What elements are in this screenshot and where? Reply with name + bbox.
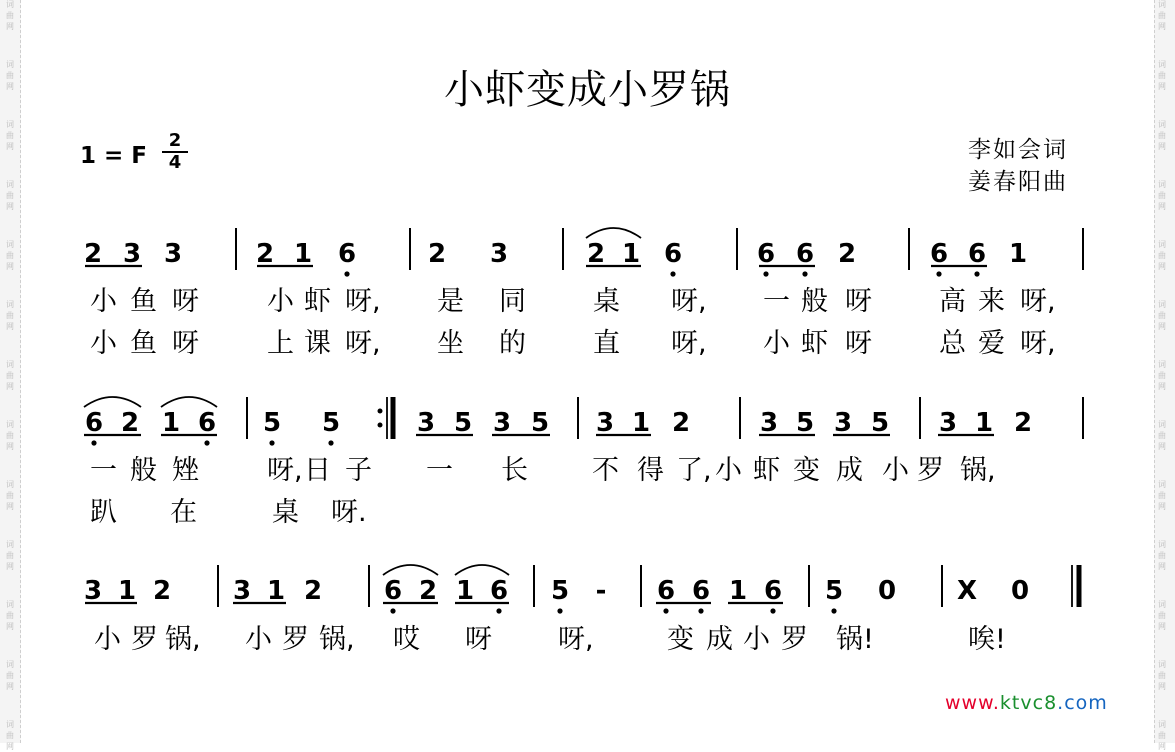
margin-watermark-glyph: 词 <box>6 660 14 669</box>
note: 5 <box>321 408 341 438</box>
lyric-syllable: 变 <box>667 624 694 655</box>
lyric-syllable: 唉! <box>968 624 1006 655</box>
measure <box>760 408 889 438</box>
note: 1 <box>1008 239 1028 269</box>
slur <box>161 397 217 407</box>
note: 6 <box>691 576 711 606</box>
note: 2 <box>1013 408 1033 438</box>
lyric-syllable: 桌 <box>272 497 299 528</box>
lyric-syllable: 趴 <box>90 497 117 528</box>
margin-watermark-glyph: 网 <box>6 82 14 91</box>
lyric-syllable: 呀. <box>331 497 367 528</box>
note: 1 <box>161 408 181 438</box>
website-name: ktvc8 <box>999 692 1058 714</box>
lyric-syllable: 了, <box>676 455 712 486</box>
measure <box>657 576 782 606</box>
margin-watermark-glyph: 网 <box>6 502 14 511</box>
margin-watermark-glyph: 网 <box>1158 622 1166 631</box>
note: 6 <box>84 408 104 438</box>
note: 5 <box>550 576 570 606</box>
margin-watermark-glyph: 网 <box>6 442 14 451</box>
note: 3 <box>83 576 103 606</box>
note: 2 <box>152 576 172 606</box>
lyric-syllable: 鱼 <box>130 286 157 317</box>
margin-watermark-glyph: 网 <box>1158 322 1166 331</box>
lyric-syllable: 一 <box>90 455 117 486</box>
margin-watermark-glyph: 曲 <box>6 431 14 440</box>
lyric-syllable: 锅, <box>960 455 996 486</box>
margin-watermark-glyph: 词 <box>1158 60 1166 69</box>
lyric-syllable: 呀, <box>671 328 707 359</box>
margin-watermark-glyph: 曲 <box>1158 191 1166 200</box>
margin-watermark-glyph: 词 <box>6 600 14 609</box>
margin-watermark-glyph: 词 <box>6 420 14 429</box>
key-signature: 1 = F <box>80 143 148 169</box>
lyric-syllable: 呀, <box>345 328 381 359</box>
lyric-syllable: 矬 <box>172 455 199 486</box>
margin-watermark-glyph: 词 <box>1158 660 1166 669</box>
margin-watermark-glyph: 网 <box>6 262 14 271</box>
note: 3 <box>595 408 615 438</box>
lyric-syllable: 小 <box>94 624 121 655</box>
note: 5 <box>870 408 890 438</box>
margin-watermark-glyph: 曲 <box>6 671 14 680</box>
lyricist-credit: 李如会词 <box>968 137 1068 163</box>
lyric-syllable: 呀, <box>1020 328 1056 359</box>
margin-watermark-glyph: 词 <box>6 480 14 489</box>
lyric-syllable: 呀 <box>845 328 872 359</box>
margin-watermark-glyph: 网 <box>1158 382 1166 391</box>
lyric-syllable: 呀 <box>172 286 199 317</box>
time-signature-bottom: 4 <box>162 151 188 173</box>
note: 6 <box>337 239 357 269</box>
lyric-syllable: 罗 <box>131 624 158 655</box>
lyric-syllable: 小 <box>90 286 117 317</box>
lyric-syllable: 变 <box>793 455 820 486</box>
margin-watermark-glyph: 曲 <box>6 11 14 20</box>
margin-watermark-glyph: 曲 <box>1158 671 1166 680</box>
lyric-syllable: 一 <box>763 286 790 317</box>
note: 5 <box>530 408 550 438</box>
measure <box>757 239 856 269</box>
octave-dot-below <box>974 271 979 276</box>
note: 6 <box>489 576 509 606</box>
measure <box>930 239 1027 269</box>
lyric-syllable: 呀, <box>267 455 303 486</box>
margin-watermark-glyph: 曲 <box>1158 431 1166 440</box>
note: 2 <box>255 239 275 269</box>
lyric-syllable: 小 <box>882 455 909 486</box>
lyric-syllable: 在 <box>170 497 197 528</box>
octave-dot-below <box>670 271 675 276</box>
note: 3 <box>833 408 853 438</box>
octave-dot-below <box>344 271 349 276</box>
margin-watermark-glyph: 网 <box>6 622 14 631</box>
margin-watermark-glyph: 网 <box>6 322 14 331</box>
note: 6 <box>197 408 217 438</box>
note: X <box>956 576 978 606</box>
margin-watermark-glyph: 词 <box>1158 420 1166 429</box>
composer-credit: 姜春阳曲 <box>968 169 1068 195</box>
note: 6 <box>383 576 403 606</box>
margin-watermark-glyph: 网 <box>6 682 14 691</box>
margin-watermark-glyph: 曲 <box>6 551 14 560</box>
octave-dot-below <box>328 440 333 445</box>
lyric-syllable: 上 <box>267 328 294 359</box>
measure <box>596 408 690 438</box>
lyric-syllable: 长 <box>501 455 528 486</box>
lyric-syllable: 呀, <box>558 624 594 655</box>
note: 3 <box>416 408 436 438</box>
measure <box>84 576 171 606</box>
margin-watermark-glyph: 曲 <box>6 311 14 320</box>
margin-watermark-glyph: 词 <box>1158 300 1166 309</box>
note: 1 <box>455 576 475 606</box>
margin-watermark-glyph: 曲 <box>1158 71 1166 80</box>
lyric-syllable: 得 <box>637 455 664 486</box>
note: 3 <box>163 239 183 269</box>
slur <box>84 397 141 407</box>
note: 5 <box>262 408 282 438</box>
margin-watermark-glyph: 网 <box>6 562 14 571</box>
measure <box>957 576 1029 606</box>
octave-dot-below <box>763 271 768 276</box>
margin-watermark-glyph: 网 <box>1158 562 1166 571</box>
song-title: 小虾变成小罗锅 <box>444 67 731 113</box>
lyric-syllable: 日 <box>304 455 331 486</box>
margin-watermark-glyph: 曲 <box>1158 131 1166 140</box>
lyric-syllable: 一 <box>426 455 453 486</box>
margin-watermark-glyph: 曲 <box>6 731 14 740</box>
margin-watermark-glyph: 网 <box>1158 22 1166 31</box>
margin-watermark-glyph: 网 <box>1158 202 1166 211</box>
margin-watermark-glyph: 曲 <box>6 131 14 140</box>
measure <box>384 576 508 606</box>
margin-watermark-glyph: 词 <box>1158 480 1166 489</box>
lyric-syllable: 成 <box>836 455 863 486</box>
measure <box>428 239 508 269</box>
margin-watermark-glyph: 曲 <box>6 251 14 260</box>
margin-watermark-glyph: 网 <box>1158 502 1166 511</box>
margin-watermark-glyph: 网 <box>1158 682 1166 691</box>
system-3 <box>84 565 1079 655</box>
lyric-syllable: 小 <box>715 455 742 486</box>
margin-watermark-glyph: 曲 <box>6 71 14 80</box>
margin-watermark-glyph: 词 <box>6 180 14 189</box>
margin-watermark-glyph: 词 <box>1158 540 1166 549</box>
margin-watermark-glyph: 曲 <box>1158 491 1166 500</box>
margin-watermark-glyph: 曲 <box>6 491 14 500</box>
margin-watermark-glyph: 曲 <box>6 191 14 200</box>
lyric-syllable: 般 <box>130 455 157 486</box>
margin-watermark-glyph: 网 <box>6 142 14 151</box>
note: 3 <box>759 408 779 438</box>
lyric-syllable: 锅, <box>165 624 201 655</box>
measure <box>417 408 549 438</box>
lyric-syllable: 呀, <box>671 286 707 317</box>
lyric-syllable: 总 <box>939 328 966 359</box>
octave-dot-below <box>496 608 501 613</box>
website-suffix: .com <box>1057 692 1108 714</box>
lyric-syllable: 坐 <box>437 328 464 359</box>
lyric-syllable: 呀, <box>1020 286 1056 317</box>
octave-dot-below <box>936 271 941 276</box>
lyric-syllable: 桌 <box>593 286 620 317</box>
lyric-syllable: 锅! <box>836 624 874 655</box>
lyric-syllable: 罗 <box>917 455 944 486</box>
repeat-dot <box>378 423 383 428</box>
margin-watermark-glyph: 曲 <box>1158 731 1166 740</box>
lyric-syllable: 同 <box>499 286 526 317</box>
lyric-syllable: 虾 <box>304 286 331 317</box>
margin-watermark-glyph: 网 <box>1158 262 1166 271</box>
note: 6 <box>663 239 683 269</box>
slur <box>383 565 438 575</box>
octave-dot-below <box>390 608 395 613</box>
measure <box>256 239 356 269</box>
measure <box>84 239 182 269</box>
margin-watermark-glyph: 词 <box>1158 720 1166 729</box>
note: 2 <box>303 576 323 606</box>
lyric-syllable: 小 <box>90 328 117 359</box>
margin-watermark-glyph: 曲 <box>1158 371 1166 380</box>
note: 6 <box>763 576 783 606</box>
margin-watermark-glyph: 词 <box>6 0 14 9</box>
note: 1 <box>621 239 641 269</box>
lyric-syllable: 虾 <box>753 455 780 486</box>
measure <box>939 408 1032 438</box>
system-1 <box>84 228 1083 359</box>
note: 3 <box>122 239 142 269</box>
lyric-syllable: 高 <box>939 286 966 317</box>
margin-watermark-glyph: 词 <box>1158 240 1166 249</box>
octave-dot-below <box>770 608 775 613</box>
octave-dot-below <box>802 271 807 276</box>
margin-watermark-glyph: 词 <box>6 540 14 549</box>
note: 2 <box>418 576 438 606</box>
margin-watermark-glyph: 曲 <box>1158 551 1166 560</box>
margin-watermark-glyph: 词 <box>1158 600 1166 609</box>
margin-watermark-glyph: 词 <box>1158 120 1166 129</box>
lyric-syllable: 的 <box>499 328 526 359</box>
lyric-syllable: 虾 <box>801 328 828 359</box>
margin-watermark-glyph: 网 <box>1158 442 1166 451</box>
octave-dot-below <box>557 608 562 613</box>
note: 6 <box>756 239 776 269</box>
measure <box>233 576 322 606</box>
lyric-syllable: 子 <box>345 455 372 486</box>
system-2 <box>84 397 1083 528</box>
measure <box>263 408 340 438</box>
lyric-syllable: 小 <box>743 624 770 655</box>
note: 1 <box>293 239 313 269</box>
note: 2 <box>83 239 103 269</box>
measure <box>85 408 216 438</box>
margin-watermark-glyph: 词 <box>6 240 14 249</box>
octave-dot-below <box>204 440 209 445</box>
margin-watermark-glyph: 曲 <box>6 371 14 380</box>
lyric-syllable: 鱼 <box>130 328 157 359</box>
time-signature-top: 2 <box>168 130 182 151</box>
note: 5 <box>453 408 473 438</box>
note: 6 <box>795 239 815 269</box>
lyric-syllable: 呀 <box>465 624 492 655</box>
margin-watermark-glyph: 网 <box>1158 82 1166 91</box>
note: 2 <box>586 239 606 269</box>
note: 0 <box>877 576 897 606</box>
margin-watermark-glyph: 曲 <box>1158 311 1166 320</box>
lyric-syllable: 罗 <box>282 624 309 655</box>
note: 3 <box>232 576 252 606</box>
margin-watermark-glyph: 曲 <box>1158 251 1166 260</box>
note: 6 <box>929 239 949 269</box>
margin-watermark-glyph: 曲 <box>6 611 14 620</box>
note: 1 <box>117 576 137 606</box>
octave-dot-below <box>831 608 836 613</box>
lyric-syllable: 小 <box>763 328 790 359</box>
lyric-syllable: 呀 <box>845 286 872 317</box>
margin-watermark-glyph: 网 <box>6 742 14 751</box>
margin-watermark-glyph: 词 <box>6 300 14 309</box>
octave-dot-below <box>663 608 668 613</box>
slur <box>586 228 641 238</box>
website-prefix: www. <box>945 692 1000 714</box>
lyric-syllable: 罗 <box>781 624 808 655</box>
lyric-syllable: 课 <box>304 328 331 359</box>
note: 6 <box>656 576 676 606</box>
margin-watermark-glyph: 网 <box>6 202 14 211</box>
note: 6 <box>967 239 987 269</box>
note: 2 <box>671 408 691 438</box>
margin-watermark-glyph: 词 <box>1158 0 1166 9</box>
note: 2 <box>427 239 447 269</box>
lyric-syllable: 呀 <box>172 328 199 359</box>
margin-watermark-glyph: 词 <box>6 720 14 729</box>
margin-watermark-glyph: 网 <box>6 382 14 391</box>
lyric-syllable: 直 <box>593 328 620 359</box>
note: 1 <box>631 408 651 438</box>
octave-dot-below <box>698 608 703 613</box>
note: 1 <box>266 576 286 606</box>
website-watermark <box>945 692 1108 714</box>
lyric-syllable: 哎 <box>393 624 420 655</box>
lyric-syllable: 不 <box>592 455 619 486</box>
margin-watermark-glyph: 网 <box>1158 142 1166 151</box>
lyric-syllable: 是 <box>437 286 464 317</box>
repeat-dot <box>378 409 383 414</box>
note: 1 <box>728 576 748 606</box>
margin-watermark-glyph: 词 <box>6 360 14 369</box>
lyric-syllable: 小 <box>245 624 272 655</box>
note: - <box>595 576 607 606</box>
margin-watermark-glyph: 词 <box>1158 180 1166 189</box>
margin-watermark-glyph: 词 <box>6 120 14 129</box>
lyric-syllable: 般 <box>801 286 828 317</box>
octave-dot-below <box>91 440 96 445</box>
note: 3 <box>489 239 509 269</box>
measure <box>551 576 606 606</box>
lyric-syllable: 来 <box>978 286 1005 317</box>
lyric-syllable: 呀, <box>345 286 381 317</box>
note: 2 <box>837 239 857 269</box>
note: 1 <box>974 408 994 438</box>
measure <box>825 576 896 606</box>
note: 3 <box>938 408 958 438</box>
note: 3 <box>492 408 512 438</box>
note: 0 <box>1010 576 1030 606</box>
margin-watermark-glyph: 网 <box>1158 742 1166 751</box>
lyric-syllable: 爱 <box>978 328 1005 359</box>
margin-watermark-glyph: 曲 <box>1158 611 1166 620</box>
octave-dot-below <box>269 440 274 445</box>
note: 2 <box>120 408 140 438</box>
margin-watermark-glyph: 词 <box>1158 360 1166 369</box>
slur <box>455 565 509 575</box>
lyric-syllable: 小 <box>267 286 294 317</box>
measure <box>587 239 682 269</box>
note: 5 <box>795 408 815 438</box>
note: 5 <box>824 576 844 606</box>
lyric-syllable: 锅, <box>319 624 355 655</box>
lyric-syllable: 成 <box>706 624 733 655</box>
margin-watermark-glyph: 词 <box>6 60 14 69</box>
margin-watermark-glyph: 网 <box>6 22 14 31</box>
margin-watermark-glyph: 曲 <box>1158 11 1166 20</box>
